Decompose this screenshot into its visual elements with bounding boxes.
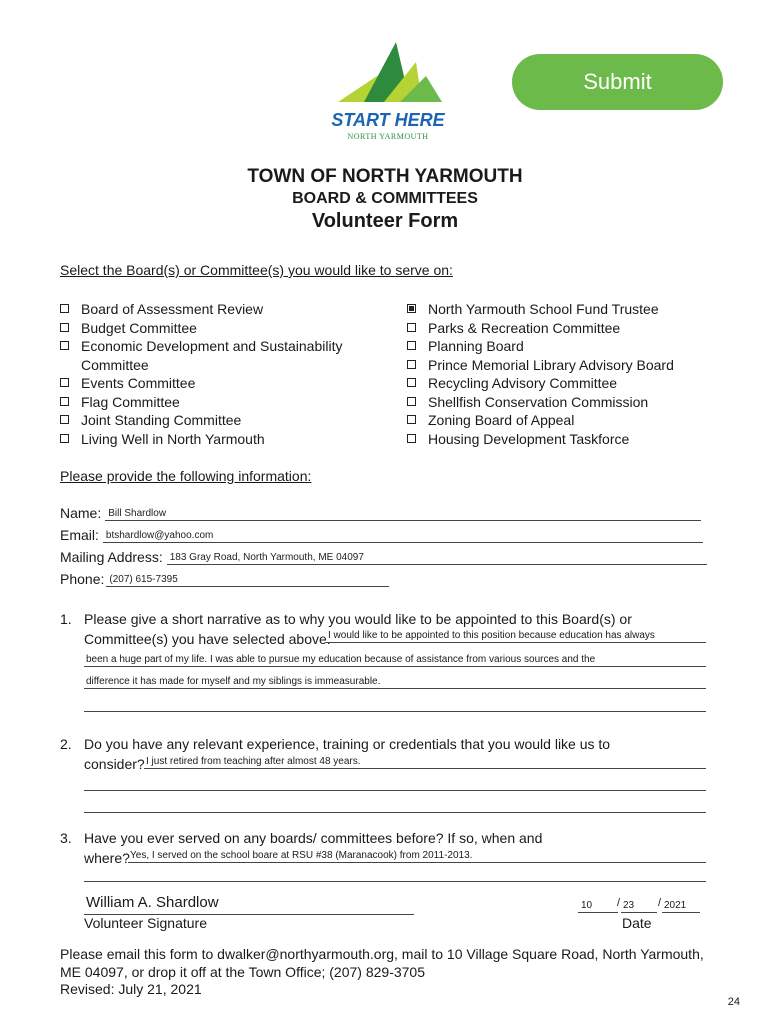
date-separator: / xyxy=(617,897,621,909)
committee-list-right xyxy=(407,300,737,448)
question-2-text: Do you have any relevant experience, training or credentials that you would like us to consider? xyxy=(84,736,611,772)
committee-option[interactable]: Parks & Recreation Committee xyxy=(407,319,737,338)
address-label: Mailing Address: xyxy=(60,549,163,565)
date-separator: / xyxy=(658,897,662,909)
address-field-row xyxy=(60,549,707,565)
footer-instructions: Please email this form to dwalker@northyarmouth.org, mail to 10 Village Square Road, North Yarmouth, ME 04097, or drop it off at the Town Office; (207) 829-3705 Revised: July 21, 2021 xyxy=(60,946,704,997)
name-field[interactable]: Bill Shardlow xyxy=(105,506,701,521)
signature-field[interactable] xyxy=(84,890,414,915)
date-year-field[interactable]: 2021 xyxy=(662,898,700,913)
committee-option[interactable]: Planning Board xyxy=(407,337,737,356)
committee-option[interactable]: Events Committee xyxy=(60,374,360,393)
committee-option[interactable]: Zoning Board of Appeal xyxy=(407,411,737,430)
question-2-answer-line[interactable]: I just retired from teaching after almost 48 years. xyxy=(144,754,706,769)
email-label: Email: xyxy=(60,527,99,543)
question-3-answer-line[interactable]: Yes, I served on the school boare at RSU #38 (Maranacook) from 2011-2013. xyxy=(128,848,706,863)
checkbox[interactable] xyxy=(407,360,416,369)
name-field-row xyxy=(60,505,701,521)
committee-option[interactable]: Board of Assessment Review xyxy=(60,300,360,319)
committee-option[interactable]: Shellfish Conservation Commission xyxy=(407,393,737,412)
checkbox[interactable] xyxy=(407,397,416,406)
date-label: Date xyxy=(622,915,652,931)
question-1-number: 1. xyxy=(60,611,72,627)
question-1-answer-line[interactable]: difference it has made for myself and my siblings is immeasurable. xyxy=(84,674,706,689)
section-title: BOARD & COMMITTEES xyxy=(292,190,478,207)
question-1-answer-line[interactable]: been a huge part of my life. I was able to pursue my education because of assistance from various sources and the xyxy=(84,652,706,667)
question-1-answer-line[interactable]: I would like to be appointed to this position because education has always xyxy=(326,628,706,643)
signature-value: William A. Shardlow xyxy=(86,894,219,911)
checkbox[interactable] xyxy=(407,341,416,350)
checkbox[interactable] xyxy=(407,434,416,443)
committee-option[interactable]: Housing Development Taskforce xyxy=(407,430,737,449)
question-2-answer-line[interactable] xyxy=(84,798,706,813)
committee-list-left xyxy=(60,300,360,448)
question-1-text: Please give a short narrative as to why you would like to be appointed to this Board(s) or Committee(s) you have selected above. xyxy=(84,611,632,647)
email-field[interactable]: btshardlow@yahoo.com xyxy=(103,528,703,543)
committee-option[interactable]: Joint Standing Committee xyxy=(60,411,360,430)
phone-label: Phone: xyxy=(60,571,105,587)
form-title: Volunteer Form xyxy=(311,210,459,232)
checkbox-checked[interactable] xyxy=(407,304,416,313)
town-title: TOWN OF NORTH YARMOUTH xyxy=(247,166,523,187)
committee-option[interactable]: Prince Memorial Library Advisory Board xyxy=(407,356,737,375)
select-prompt: Select the Board(s) or Committee(s) you would like to serve on: xyxy=(60,262,453,278)
checkbox[interactable] xyxy=(407,378,416,387)
question-2-answer-line[interactable] xyxy=(84,776,706,791)
committee-option[interactable]: Flag Committee xyxy=(60,393,360,412)
committee-option[interactable]: Living Well in North Yarmouth xyxy=(60,430,360,449)
committee-option[interactable]: Recycling Advisory Committee xyxy=(407,374,737,393)
committee-option[interactable]: Budget Committee xyxy=(60,319,360,338)
question-3-answer-line[interactable] xyxy=(84,867,706,882)
checkbox[interactable] xyxy=(60,434,69,443)
info-prompt: Please provide the following information: xyxy=(60,468,312,484)
date-day-field[interactable]: 23 xyxy=(621,898,657,913)
signature-label: Volunteer Signature xyxy=(84,915,207,931)
address-field[interactable]: 183 Gray Road, North Yarmouth, ME 04097 xyxy=(167,550,707,565)
logo-title: START HERE xyxy=(331,110,445,130)
question-1-answer-line[interactable] xyxy=(84,697,706,712)
start-here-logo xyxy=(318,38,458,148)
page-number: 24 xyxy=(727,996,740,1008)
phone-field[interactable]: (207) 615-7395 xyxy=(106,572,389,587)
checkbox[interactable] xyxy=(407,323,416,332)
name-label: Name: xyxy=(60,505,102,521)
date-month-field[interactable]: 10 xyxy=(578,898,618,913)
checkbox[interactable] xyxy=(60,378,69,387)
checkbox[interactable] xyxy=(60,341,69,350)
phone-field-row xyxy=(60,571,389,587)
committee-option[interactable]: Economic Development and Sustainability Committee xyxy=(60,337,360,374)
question-2-number: 2. xyxy=(60,736,72,752)
checkbox[interactable] xyxy=(60,304,69,313)
checkbox[interactable] xyxy=(60,415,69,424)
checkbox[interactable] xyxy=(60,397,69,406)
question-3-text: Have you ever served on any boards/ committees before? If so, when and where? xyxy=(84,830,543,866)
logo-subtitle: NORTH YARMOUTH xyxy=(347,132,429,141)
question-3-number: 3. xyxy=(60,830,72,846)
checkbox[interactable] xyxy=(60,323,69,332)
committee-option[interactable]: North Yarmouth School Fund Trustee xyxy=(407,300,737,319)
checkbox[interactable] xyxy=(407,415,416,424)
email-field-row xyxy=(60,527,703,543)
submit-button[interactable]: Submit xyxy=(512,54,723,110)
